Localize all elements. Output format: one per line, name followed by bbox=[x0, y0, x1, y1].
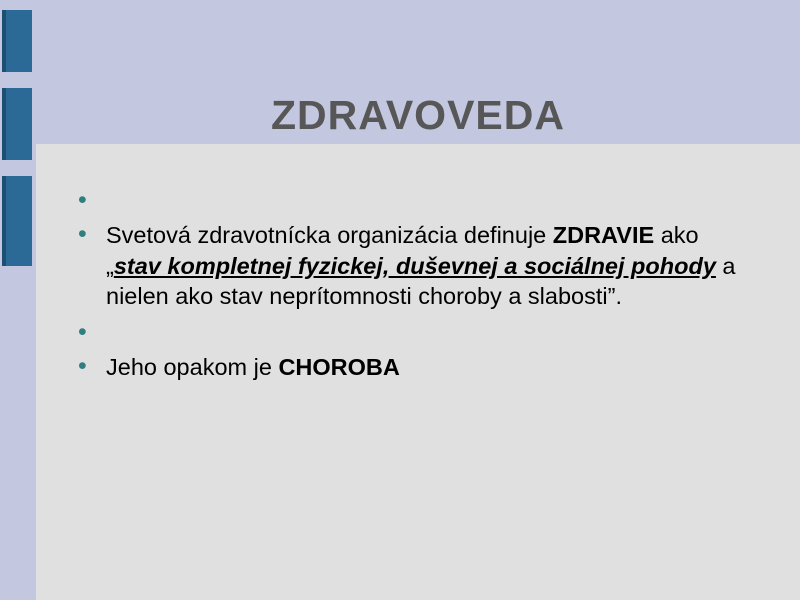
bullet-list bbox=[36, 144, 800, 382]
bullet-text-part: ZDRAVIE bbox=[552, 222, 655, 248]
list-item bbox=[76, 318, 754, 346]
list-item bbox=[76, 352, 754, 383]
decorative-tab-1 bbox=[2, 10, 32, 72]
bullet-text-part: Svetová zdravotnícka organizácia definuje bbox=[106, 222, 553, 248]
bullet-text-part: Jeho opakom je bbox=[106, 353, 279, 380]
decorative-tab-2 bbox=[2, 88, 32, 160]
list-item bbox=[76, 186, 754, 214]
decorative-tab-3 bbox=[2, 176, 32, 266]
bullet-text-part: ako „ bbox=[106, 222, 699, 279]
content-panel bbox=[36, 144, 800, 600]
bullet-text-part: CHOROBA bbox=[278, 353, 400, 380]
left-decorative-band bbox=[0, 0, 36, 600]
list-item bbox=[76, 220, 754, 312]
bullet-text-part: a nielen ako stav neprítomnosti choroby a slabosti”. bbox=[106, 252, 736, 310]
bullet-text-part: stav kompletnej fyzickej, duševnej a sociálnej pohody bbox=[113, 252, 716, 279]
slide-title: ZDRAVOVEDA bbox=[271, 92, 565, 138]
